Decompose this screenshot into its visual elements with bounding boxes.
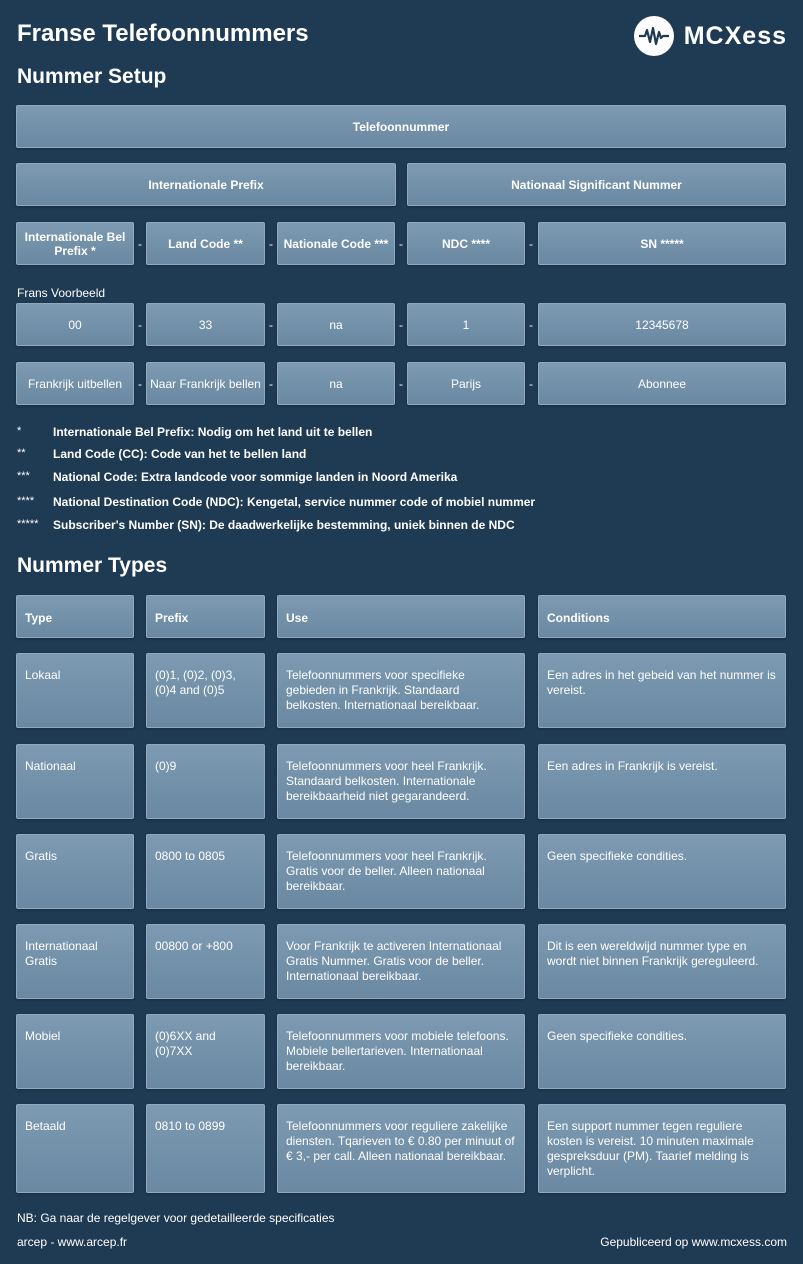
separator: - (399, 237, 403, 251)
footnote-text: Land Code (CC): Code van het te bellen land (53, 447, 307, 461)
conditions-cell: Een adres in Frankrijk is vereist. (538, 744, 786, 819)
separator: - (269, 377, 273, 391)
column-header-type: Type (16, 595, 134, 638)
footnote-mark: * (17, 425, 22, 437)
conditions-cell: Geen specifieke condities. (538, 834, 786, 909)
example-value: 12345678 (538, 303, 786, 346)
column-header-prefix: Prefix (146, 595, 265, 638)
footnote-text: Subscriber's Number (SN): De daadwerkelijke bestemming, uniek binnen de NDC (53, 518, 515, 532)
types-heading: Nummer Types (17, 554, 168, 577)
footnote-mark: *** (17, 470, 30, 482)
example-desc: Frankrijk uitbellen (16, 362, 134, 405)
footnote-text: National Code: Extra landcode voor sommige landen in Noord Amerika (53, 470, 458, 484)
separator: - (399, 377, 403, 391)
example-value: na (277, 303, 395, 346)
type-cell: Gratis (16, 834, 134, 909)
source-link[interactable]: arcep - www.arcep.fr (17, 1235, 128, 1249)
use-cell: Telefoonnummers voor heel Frankrijk. Gratis voor de beller. Alleen nationaal bereikbaar. (277, 834, 525, 909)
column-header-conditions: Conditions (538, 595, 786, 638)
footnote-mark: ***** (17, 518, 39, 530)
prefix-cell: (0)6XX and (0)7XX (146, 1014, 265, 1089)
example-value: 00 (16, 303, 134, 346)
separator: - (138, 318, 142, 332)
prefix-cell: 0800 to 0805 (146, 834, 265, 909)
separator: - (269, 318, 273, 332)
use-cell: Telefoonnummers voor mobiele telefoons. Mobiele bellertarieven. Internationaal bereikbaar. (277, 1014, 525, 1089)
separator: - (138, 377, 142, 391)
example-desc: na (277, 362, 395, 405)
setup-cell: SN ***** (538, 222, 786, 265)
separator: - (138, 237, 142, 251)
prefix-cell: 0810 to 0899 (146, 1104, 265, 1193)
use-cell: Telefoonnummers voor heel Frankrijk. Standaard belkosten. Internationale bereikbaarheid niet gegarandeerd. (277, 744, 525, 819)
example-desc: Abonnee (538, 362, 786, 405)
footnote-text: National Destination Code (NDC): Kengetal, service nummer code of mobiel nummer (53, 495, 536, 509)
type-cell: Betaald (16, 1104, 134, 1193)
conditions-cell: Geen specifieke condities. (538, 1014, 786, 1089)
logo-text: MCXess (683, 21, 787, 50)
separator: - (399, 318, 403, 332)
waveform-icon (634, 16, 674, 56)
example-desc: Naar Frankrijk bellen (146, 362, 265, 405)
setup-cell: Land Code ** (146, 222, 265, 265)
setup-cell: Nationale Code *** (277, 222, 395, 265)
footnote-mark: **** (17, 495, 35, 507)
published-link[interactable]: Gepubliceerd op www.mcxess.com (600, 1235, 787, 1249)
example-value: 33 (146, 303, 265, 346)
page-title: Franse Telefoonnummers (17, 20, 309, 47)
type-cell: Mobiel (16, 1014, 134, 1089)
conditions-cell: Een support nummer tegen reguliere kosten is vereist. 10 minuten maximale gespreksduur (PM). Taarief melding is verplicht. (538, 1104, 786, 1193)
use-cell: Voor Frankrijk te activeren Internationaal Gratis Nummer. Gratis voor de beller. Internationaal bereikbaar. (277, 924, 525, 999)
conditions-cell: Een adres in het gebeid van het nummer is vereist. (538, 653, 786, 728)
nationaal-significant-box: Nationaal Significant Nummer (407, 163, 786, 206)
example-label: Frans Voorbeeld (17, 286, 106, 300)
setup-cell: Internationale Bel Prefix * (16, 222, 134, 265)
type-cell: Nationaal (16, 744, 134, 819)
footnote-mark: ** (17, 447, 26, 459)
separator: - (529, 377, 533, 391)
footer-note: NB: Ga naar de regelgever voor gedetailleerde specificaties (17, 1211, 335, 1225)
prefix-cell: (0)9 (146, 744, 265, 819)
example-desc: Parijs (407, 362, 525, 405)
footnote-text: Internationale Bel Prefix: Nodig om het land uit te bellen (53, 425, 373, 439)
type-cell: Lokaal (16, 653, 134, 728)
prefix-cell: (0)1, (0)2, (0)3, (0)4 and (0)5 (146, 653, 265, 728)
use-cell: Telefoonnummers voor reguliere zakelijke diensten. Tqarieven to € 0.80 per minuut of € 3,- per call. Alleen nationaal bereikbaar. (277, 1104, 525, 1193)
use-cell: Telefoonnummers voor specifieke gebieden in Frankrijk. Standaard belkosten. Internationaal bereikbaar. (277, 653, 525, 728)
separator: - (529, 318, 533, 332)
separator: - (269, 237, 273, 251)
conditions-cell: Dit is een wereldwijd nummer type en wordt niet binnen Frankrijk gereguleerd. (538, 924, 786, 999)
telefoonnummer-box: Telefoonnummer (16, 105, 786, 148)
example-value: 1 (407, 303, 525, 346)
brand-logo (634, 16, 787, 56)
setup-cell: NDC **** (407, 222, 525, 265)
setup-heading: Nummer Setup (17, 65, 167, 88)
prefix-cell: 00800 or +800 (146, 924, 265, 999)
separator: - (529, 237, 533, 251)
column-header-use: Use (277, 595, 525, 638)
type-cell: Internationaal Gratis (16, 924, 134, 999)
internationale-prefix-box: Internationale Prefix (16, 163, 396, 206)
